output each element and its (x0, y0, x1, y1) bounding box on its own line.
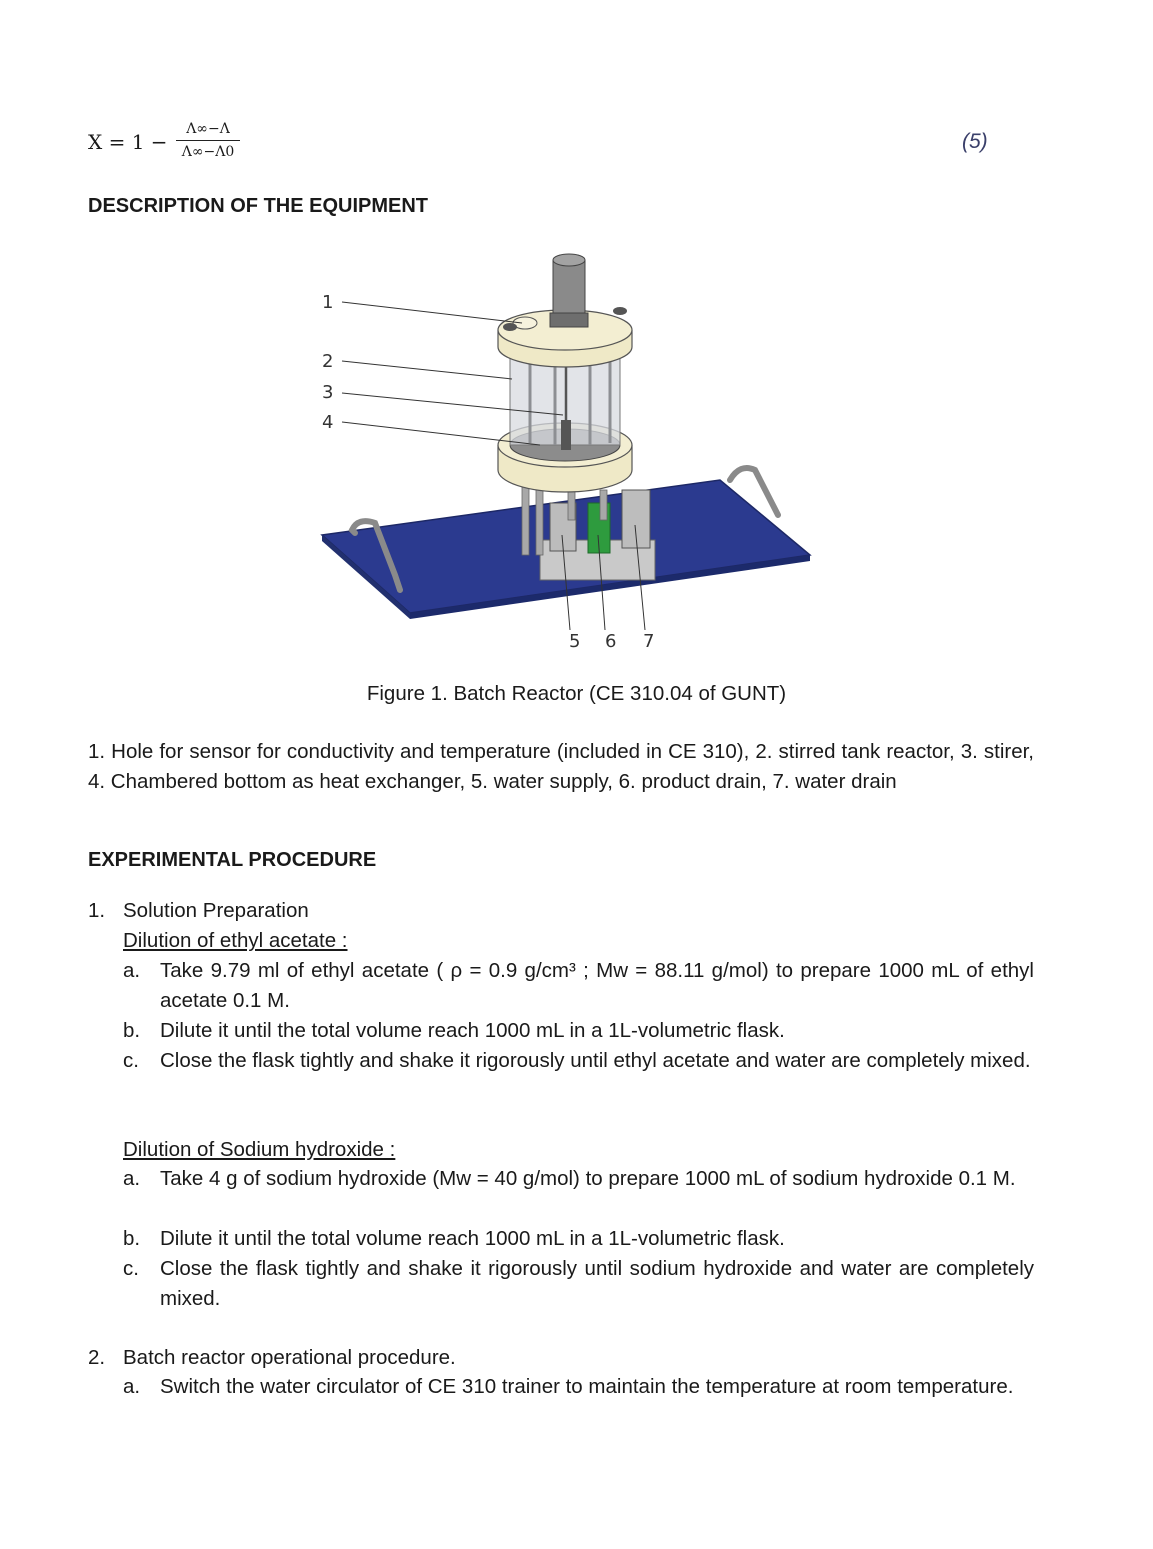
ethyl-step-a (123, 956, 1034, 1016)
naoh-step-b-text: Dilute it until the total volume reach 1000 mL in a 1L-volumetric flask. (160, 1227, 785, 1250)
reactor-leg (522, 485, 529, 555)
equation-number: (5) (962, 130, 988, 153)
ethyl-step-b-text: Dilute it until the total volume reach 1000 mL in a 1L-volumetric flask. (160, 1019, 785, 1042)
callout-5: 5 (569, 631, 581, 652)
ethyl-acetate-heading: Dilution of ethyl acetate : (123, 929, 348, 952)
sodium-hydroxide-heading: Dilution of Sodium hydroxide : (123, 1138, 396, 1161)
naoh-step-a-text: Take 4 g of sodium hydroxide (Mw = 40 g/mol) to prepare 1000 mL of sodium hydroxide 0.1 M. (160, 1167, 1016, 1190)
ethyl-step-a-text: Take 9.79 ml of ethyl acetate ( ρ = 0.9 g/cm³ ; Mw = 88.11 g/mol) to prepare 1000 mL of ethyl acetate 0.1 M. (160, 959, 1034, 1012)
equation-denominator: Λ∞−Λ0 (181, 144, 235, 160)
reactor-leg (536, 490, 543, 555)
reactor-leg (568, 490, 575, 520)
section-heading-procedure: EXPERIMENTAL PROCEDURE (88, 849, 377, 871)
batch-reactor-figure (300, 245, 820, 660)
figure-legend: 1. Hole for sensor for conductivity and temperature (included in CE 310), 2. stirred tank reactor, 3. stirer, 4. Chambered bottom as heat exchanger, 5. water supply, 6. product drain, 7. water drain (88, 740, 1034, 793)
step-2-title: Batch reactor operational procedure. (123, 1346, 456, 1369)
section-heading-equipment: DESCRIPTION OF THE EQUIPMENT (88, 195, 429, 217)
step-2-a (123, 1372, 1034, 1402)
motor-top (553, 254, 585, 266)
equation-fraction (176, 120, 240, 161)
naoh-step-a (123, 1164, 1034, 1194)
ethyl-step-c-text: Close the flask tightly and shake it rigorously until ethyl acetate and water are completely mixed. (160, 1049, 1031, 1072)
callout-3: 3 (322, 382, 334, 403)
ethyl-step-b (123, 1016, 1034, 1046)
list-marker: b. (123, 1227, 141, 1250)
list-marker: a. (123, 959, 141, 982)
equation-numerator: Λ∞−Λ (186, 121, 230, 137)
lid-knob (613, 307, 627, 315)
fraction-bar (176, 140, 240, 141)
stirrer-blade (561, 420, 571, 450)
lid-knob (503, 323, 517, 331)
callout-6: 6 (605, 631, 617, 652)
list-marker: a. (123, 1167, 141, 1190)
list-marker: a. (123, 1375, 141, 1398)
naoh-step-c (123, 1254, 1034, 1314)
stirrer-motor (553, 260, 585, 315)
step-1-title: Solution Preparation (123, 899, 309, 922)
step-2-number: 2. (88, 1346, 106, 1369)
list-marker: b. (123, 1019, 141, 1042)
callout-2: 2 (322, 351, 334, 372)
ethyl-step-c (123, 1046, 1034, 1076)
callout-7: 7 (643, 631, 655, 652)
naoh-step-c-text: Close the flask tightly and shake it rigorously until sodium hydroxide and water are completely mixed. (160, 1257, 1034, 1310)
leader-line-1 (342, 302, 522, 323)
callout-4: 4 (322, 412, 334, 433)
step-2-a-text: Switch the water circulator of CE 310 trainer to maintain the temperature at room temperature. (160, 1375, 1014, 1398)
leader-line-2 (342, 361, 512, 379)
list-marker: c. (123, 1257, 139, 1280)
naoh-step-b (123, 1224, 1034, 1254)
list-marker: c. (123, 1049, 139, 1072)
figure-caption: Figure 1. Batch Reactor (CE 310.04 of GUNT) (366, 682, 787, 705)
step-1-number: 1. (88, 899, 106, 922)
equation-lhs: X = 1 − (88, 130, 168, 154)
reactor-leg (600, 490, 607, 520)
motor-mount (550, 313, 588, 327)
callout-1: 1 (322, 292, 334, 313)
